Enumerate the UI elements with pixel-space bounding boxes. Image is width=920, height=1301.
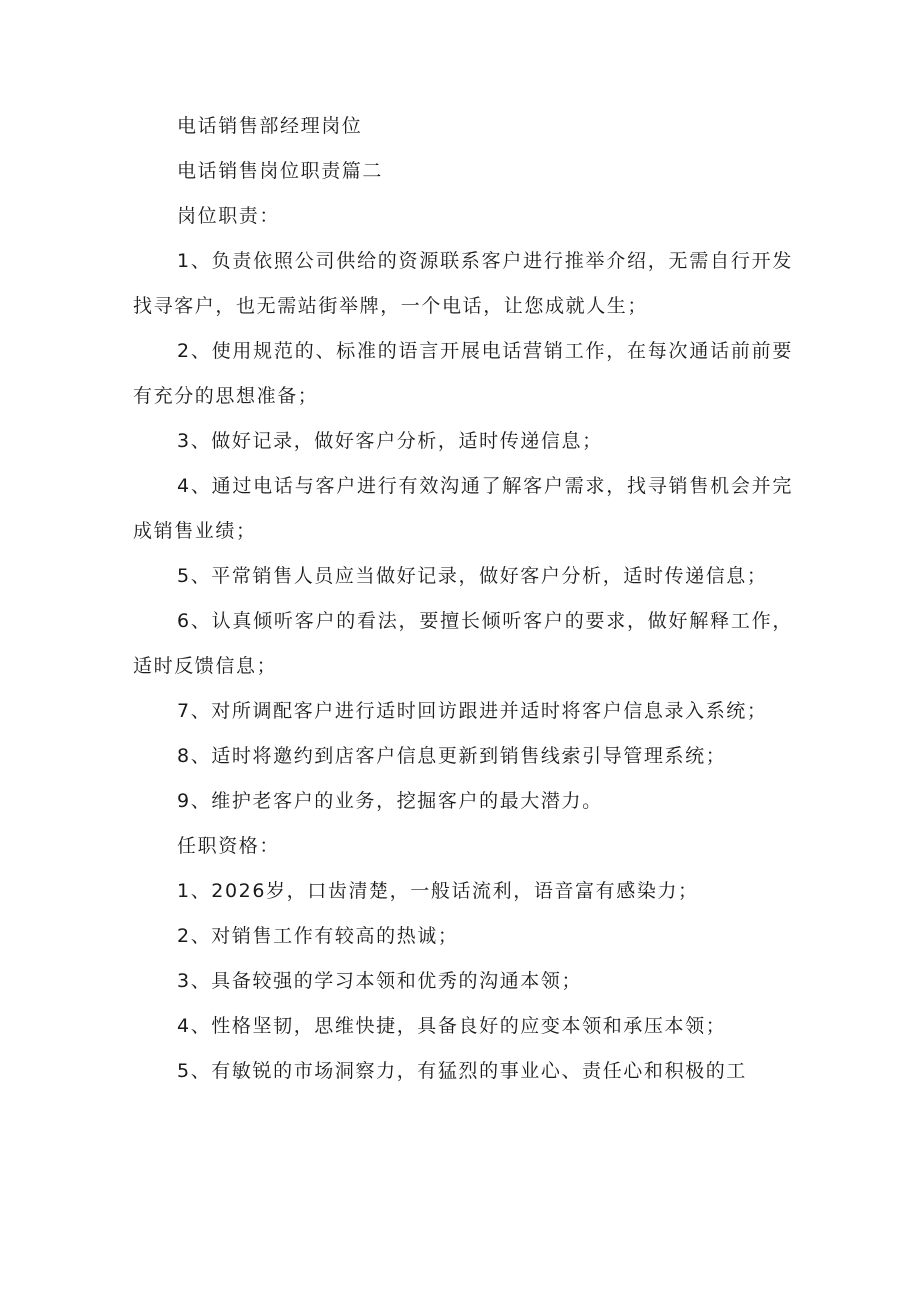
duty-item: 9、维护老客户的业务，挖掘客户的最大潜力。 xyxy=(177,790,603,812)
qualification-item: 4、性格坚韧，思维快捷，具备良好的应变本领和承压本领； xyxy=(177,1015,727,1037)
section-heading: 电话销售岗位职责篇二 xyxy=(177,160,384,182)
duty-item: 8、适时将邀约到店客户信息更新到销售线索引导管理系统； xyxy=(177,745,727,767)
duty-item: 7、对所调配客户进行适时回访跟进并适时将客户信息录入系统； xyxy=(177,700,768,722)
qualification-item: 2、对销售工作有较高的热诚； xyxy=(177,925,459,947)
section-heading: 电话销售部经理岗位 xyxy=(177,115,363,137)
duty-item: 2、使用规范的、标准的语言开展电话营销工作，在每次通话前前要有充分的思想准备； xyxy=(133,340,793,407)
qualification-item: 1、2026岁，口齿清楚，一般话流利，语音富有感染力； xyxy=(177,880,699,902)
duty-item: 5、平常销售人员应当做好记录，做好客户分析，适时传递信息； xyxy=(177,565,768,587)
qualification-item: 3、具备较强的学习本领和优秀的沟通本领； xyxy=(177,970,583,992)
duty-item: 3、做好记录，做好客户分析，适时传递信息； xyxy=(177,430,603,452)
subsection-heading-duties: 岗位职责： xyxy=(177,205,281,227)
subsection-heading-qualifications: 任职资格： xyxy=(177,835,281,857)
duty-item: 6、认真倾听客户的看法，要擅长倾听客户的要求，做好解释工作，适时反馈信息； xyxy=(133,610,793,677)
qualification-item: 5、有敏锐的市场洞察力，有猛烈的事业心、责任心和积极的工 xyxy=(177,1060,747,1082)
duty-item: 1、负责依照公司供给的资源联系客户进行推举介绍，无需自行开发找寻客户，也无需站街举牌，一个电话，让您成就人生； xyxy=(133,250,793,317)
duty-item: 4、通过电话与客户进行有效沟通了解客户需求，找寻销售机会并完成销售业绩； xyxy=(133,475,793,542)
document-body xyxy=(133,104,793,1094)
